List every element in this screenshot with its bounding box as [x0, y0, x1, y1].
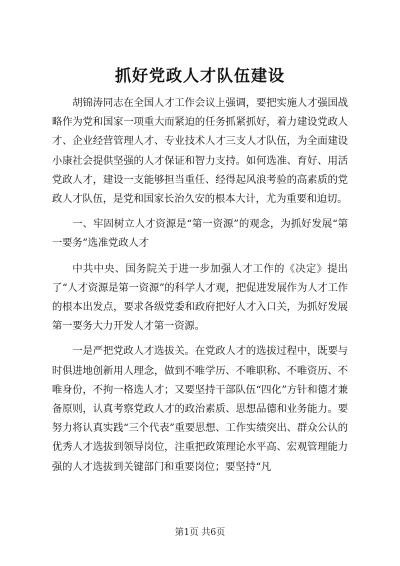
document-body	[52, 94, 348, 483]
paragraph-selection: 一是严把党政人才选拔关。在党政人才的选拔过程中，既要与时俱进地创新用人理念，做到不唯学历、不唯职称、不唯资历、不唯身份，不拘一格选人才；又要坚持干部队伍“四化”方针和德才兼备原则，认真考察党政人才的政治素质、思想品德和业务能力。要努力将认真实践“三个代表”重要思想、工作实绩突出、群众公认的优秀人才选拔到领导岗位，注重把政策理论水平高、宏观管理能力强的人才选拔到关键部门和重要岗位；要坚持“凡	[52, 346, 348, 473]
paragraph-intro: 胡锦涛同志在全国人才工作会议上强调，要把实施人才强国战略作为党和国家一项重大而紧迫的任务抓紧抓好，着力建设党政人才、企业经营管理人才、专业技术人才三支人才队伍，为全面建设小康社会提供坚强的人才保证和智力支持。如何选准、育好、用活党政人才，建设一支能够担当重任、经得起风浪考验的高素质的党政人才队伍，是党和国家长治久安的根本大计，尤为重要和迫切。	[52, 98, 348, 206]
paragraph-decision: 中共中央、国务院关于进一步加强人才工作的《决定》提出了“人才资源是第一资源”的科学人才观，把促进发展作为人才工作的根本出发点，要求各级党委和政府把好人才入口关，为抓好发展第一要务大力开发人才第一资源。	[52, 263, 348, 333]
document-title: 抓好党政人才队伍建设	[114, 66, 285, 85]
section-heading-1: 一、牢固树立人才资源是“第一资源”的观念，为抓好发展“第一要务”选准党政人才	[52, 219, 348, 250]
page-number-footer: 第1页 共6页	[174, 528, 226, 538]
